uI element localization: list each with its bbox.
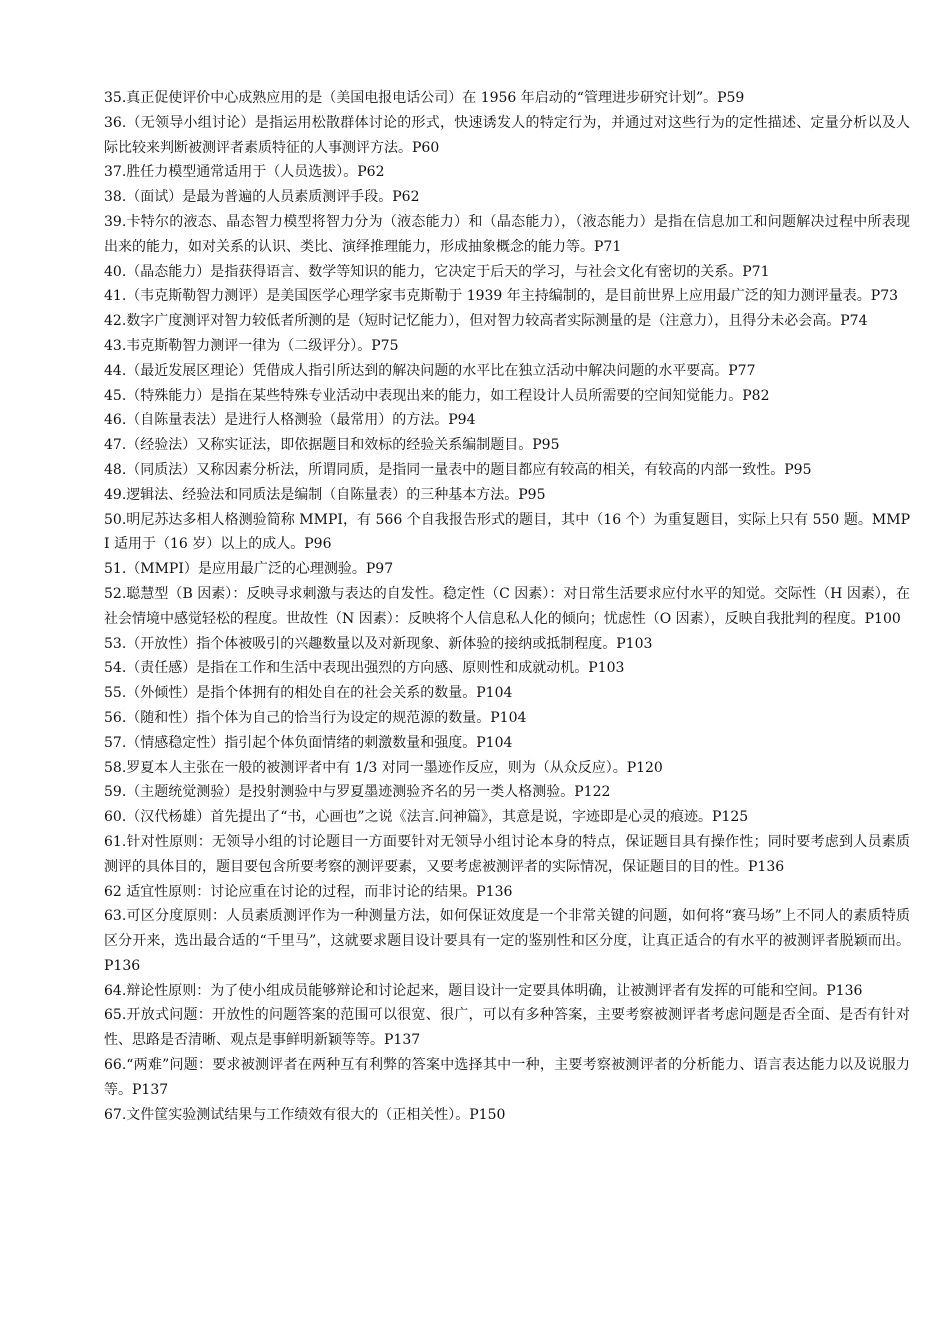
entry-60: 60.（汉代杨雄）首先提出了“书，心画也”之说《法言.问神篇》，其意是说，字迹即是心灵的痕迹。P125	[104, 809, 749, 826]
entry-35: 35.真正促使评价中心成熟应用的是（美国电报电话公司）在 1956 年启动的“管理进步研究计划”。P59	[104, 90, 745, 106]
entry-53: 53.（开放性）指个体被吸引的兴趣数量以及对新现象、新体验的接纳或抵制程度。P103	[104, 635, 653, 652]
entry-39: 39.卡特尔的液态、晶态智力模型将智力分为（液态能力）和（晶态能力），（液态能力）是指在信息加工和问题解决过程中所表现出来的能力，如对关系的认识、类比、演绎推理能力，形成抽象概念的能力等。P71	[104, 213, 910, 255]
document-page	[104, 86, 910, 1127]
entry-65: 65.开放式问题：开放性的问题答案的范围可以很宽、很广，可以有多种答案，主要考察被测评者考虑问题是否全面、是否有针对性、思路是否清晰、观点是事鲜明新颖等等。P137	[104, 1007, 910, 1049]
entry-57: 57.（情感稳定性）指引起个体负面情绪的刺激数量和强度。P104	[104, 734, 513, 751]
entry-63: 63.可区分度原则：人员素质测评作为一种测量方法，如何保证效度是一个非常关键的问题，如何将“赛马场”上不同人的素质特质区分开来，选出最合适的“千里马”，这就要求题目设计要具有一定的鉴别性和区分度，让真正适合的有水平的被测评者脱颖而出。P136	[104, 908, 910, 974]
entry-37: 37.胜任力模型通常适用于（人员选拔）。P62	[104, 164, 385, 181]
entry-51: 51.（MMPI）是应用最广泛的心理测验。P97	[104, 561, 394, 578]
entry-59: 59.（主题统觉测验）是投射测验中与罗夏墨迹测验齐名的另一类人格测验。P122	[104, 784, 611, 801]
entry-43: 43.韦克斯勒智力测评一律为（二级评分）。P75	[104, 337, 399, 354]
entry-48: 48.（同质法）又称因素分析法，所谓同质，是指同一量表中的题目都应有较高的相关，有较高的内部一致性。P95	[104, 461, 812, 478]
entry-36: 36.（无领导小组讨论）是指运用松散群体讨论的形式，快速诱发人的特定行为，并通过对这些行为的定性描述、定量分析以及人际比较来判断被测评者素质特征的人事测评方法。P60	[104, 114, 910, 156]
entry-62: 62 适宜性原则：讨论应重在讨论的过程，而非讨论的结果。P136	[104, 883, 513, 900]
entry-44: 44.（最近发展区理论）凭借成人指引所达到的解决问题的水平比在独立活动中解决问题的水平要高。P77	[104, 362, 756, 379]
entry-67: 67.文件筐实验测试结果与工作绩效有很大的（正相关性）。P150	[104, 1106, 506, 1123]
entry-55: 55.（外倾性）是指个体拥有的相处自在的社会关系的数量。P104	[104, 685, 513, 702]
entry-50: 50.明尼苏达多相人格测验简称 MMPI，有 566 个自我报告形式的题目，其中（16 个）为重复题目，实际上只有 550 题。MMPI 适用于（16 岁）以上的成人。P96	[104, 511, 910, 553]
entry-47: 47.（经验法）又称实证法，即依据题目和效标的经验关系编制题目。P95	[104, 437, 560, 454]
entry-45: 45.（特殊能力）是指在某些特殊专业活动中表现出来的能力，如工程设计人员所需要的空间知觉能力。P82	[104, 387, 770, 404]
entry-61: 61.针对性原则：无领导小组的讨论题目一方面要针对无领导小组讨论本身的特点，保证题目具有操作性；同时要考虑到人员素质测评的具体目的，题目要包含所要考察的测评要素，又要考虑被测评者的实际情况，保证题目的目的性。P136	[104, 833, 910, 875]
entry-58: 58.罗夏本人主张在一般的被测评者中有 1/3 对同一墨迹作反应，则为（从众反应）。P120	[104, 759, 663, 776]
entry-41: 41.（韦克斯勒智力测评）是美国医学心理学家韦克斯勒于 1939 年主持编制的，是目前世界上应用最广泛的知力测评量表。P73	[104, 288, 899, 305]
entry-52: 52.聪慧型（B 因素）：反映寻求刺激与表达的自发性。稳定性（C 因素）：对日常生活要求应付水平的知觉。交际性（H 因素），在社会情境中感觉轻松的程度。世故性（N 因素）：反映将个人信息私人化的倾向；忧虑性（O 因素），反映自我批判的程度。P100	[104, 585, 910, 627]
entry-38: 38.（面试）是最为普遍的人员素质测评手段。P62	[104, 189, 420, 206]
entry-42: 42.数字广度测评对智力较低者所测的是（短时记忆能力），但对智力较高者实际测量的是（注意力），且得分未必会高。P74	[104, 313, 868, 330]
entry-56: 56.（随和性）指个体为自己的恰当行为设定的规范源的数量。P104	[104, 709, 527, 726]
entry-54: 54.（责任感）是指在工作和生活中表现出强烈的方向感、原则性和成就动机。P103	[104, 660, 625, 677]
entry-40: 40.（晶态能力）是指获得语言、数学等知识的能力，它决定于后天的学习，与社会文化有密切的关系。P71	[104, 263, 770, 280]
entry-64: 64.辩论性原则：为了使小组成员能够辩论和讨论起来，题目设计一定要具体明确，让被测评者有发挥的可能和空间。P136	[104, 982, 863, 999]
entry-46: 46.（自陈量表法）是进行人格测验（最常用）的方法。P94	[104, 412, 476, 429]
entry-66: 66.“两难”问题：要求被测评者在两种互有利弊的答案中选择其中一种，主要考察被测评者的分析能力、语言表达能力以及说服力等。P137	[104, 1057, 910, 1098]
entry-49: 49.逻辑法、经验法和同质法是编制（自陈量表）的三种基本方法。P95	[104, 486, 546, 503]
